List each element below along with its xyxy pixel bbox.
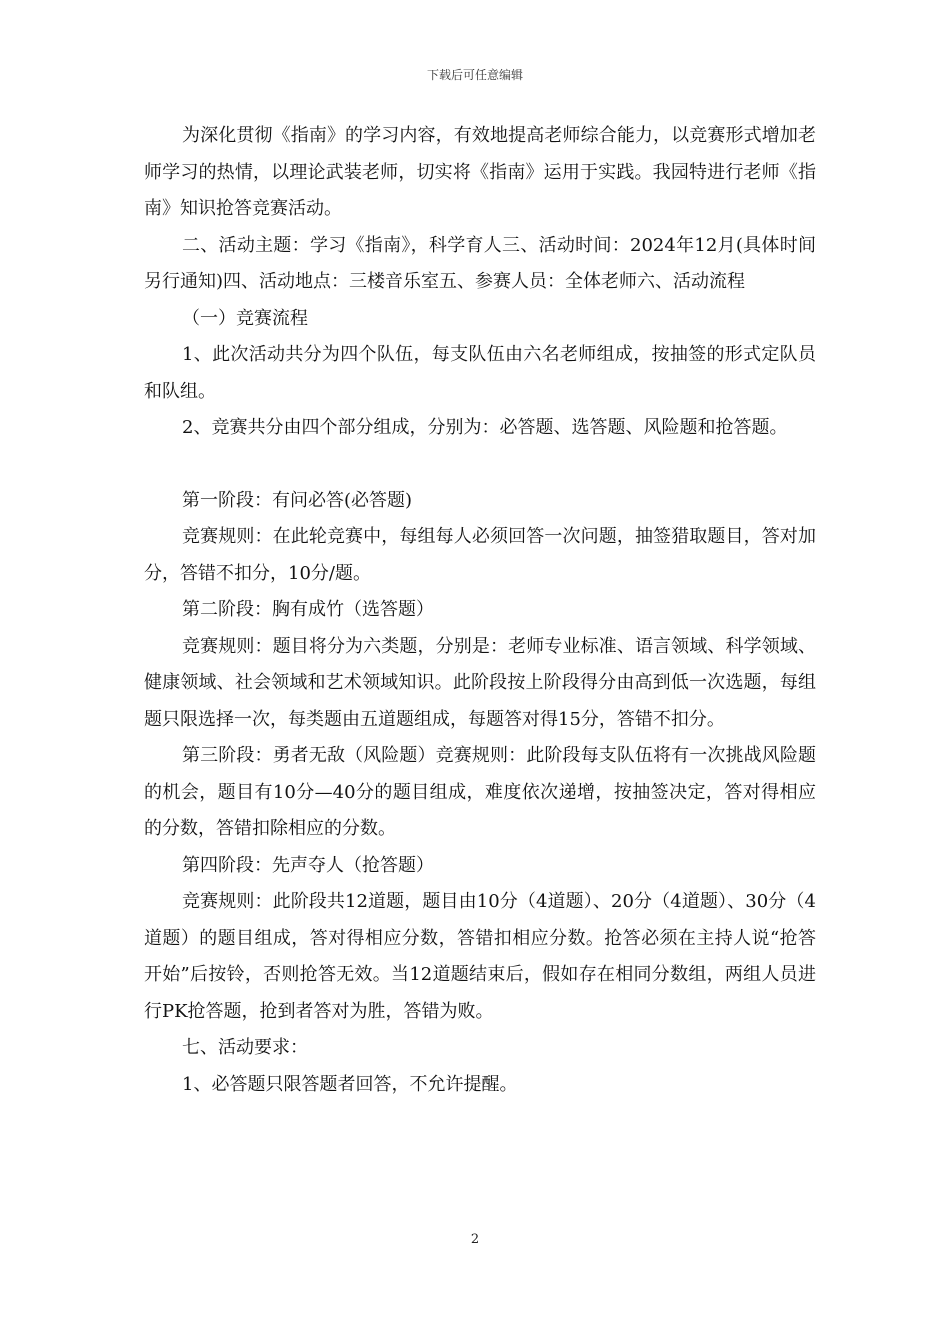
stage-3-paragraph: 第三阶段：勇者无敌（风险题）竞赛规则：此阶段每支队伍将有一次挑战风险题的机会，题目有10分—40分的题目组成，难度依次递增，按抽签决定，答对得相应的分数，答错扣除相应的分数。: [144, 745, 816, 839]
page-header-note: 下载后可任意编辑: [426, 68, 523, 82]
stage-2-heading: 第二阶段：胸有成竹（选答题）: [182, 599, 434, 620]
stage-1-rules: 竞赛规则：在此轮竞赛中，每组每人必须回答一次问题，抽签猎取题目，答对加分，答错不扣分，10分/题。: [144, 526, 816, 584]
document-body: [144, 118, 816, 1103]
process-item-2: 2、竞赛共分由四个部分组成，分别为：必答题、选答题、风险题和抢答题。: [182, 417, 788, 438]
stage-4-heading: 第四阶段：先声夺人（抢答题）: [182, 854, 434, 876]
stage-1-heading: 第一阶段：有问必答(必答题): [182, 489, 413, 511]
stage-2-rules: 竞赛规则：题目将分为六类题，分别是：老师专业标准、语言领域、科学领域、健康领域、社会领域和艺术领域知识。此阶段按上阶段得分由高到低一次选题，每组题只限选择一次，每类题由五道题组成，每题答对得15分，答错不扣分。: [144, 635, 816, 730]
stage-4-rules: 竞赛规则：此阶段共12道题，题目由10分（4道题）、20分（4道题）、30分（4道题）的题目组成，答对得相应分数，答错扣相应分数。抢答必须在主持人说“抢答开始”后按铃，否则抢答无效。当12道题结束后，假如存在相同分数组，两组人员进行PK抢答题，抢到者答对为胜，答错为败。: [144, 891, 816, 1022]
requirement-item-1: 1、必答题只限答题者回答，不允许提醒。: [182, 1073, 518, 1095]
intro-paragraph: 为深化贯彻《指南》的学习内容，有效地提高老师综合能力，以竞赛形式增加老师学习的热情，以理论武装老师，切实将《指南》运用于实践。我园特进行老师《指南》知识抢答竞赛活动。: [144, 125, 816, 219]
page-number: 2: [470, 1232, 480, 1247]
section-heading-competition-process: （一）竞赛流程: [182, 307, 308, 329]
blank-line: [144, 447, 816, 483]
activity-info-paragraph: 二、活动主题：学习《指南》，科学育人三、活动时间：2024年12月(具体时间另行通知)四、活动地点：三楼音乐室五、参赛人员：全体老师六、活动流程: [144, 234, 816, 292]
process-item-1: 1、此次活动共分为四个队伍，每支队伍由六名老师组成，按抽签的形式定队员和队组。: [144, 344, 816, 402]
section-heading-requirements: 七、活动要求：: [182, 1037, 308, 1058]
